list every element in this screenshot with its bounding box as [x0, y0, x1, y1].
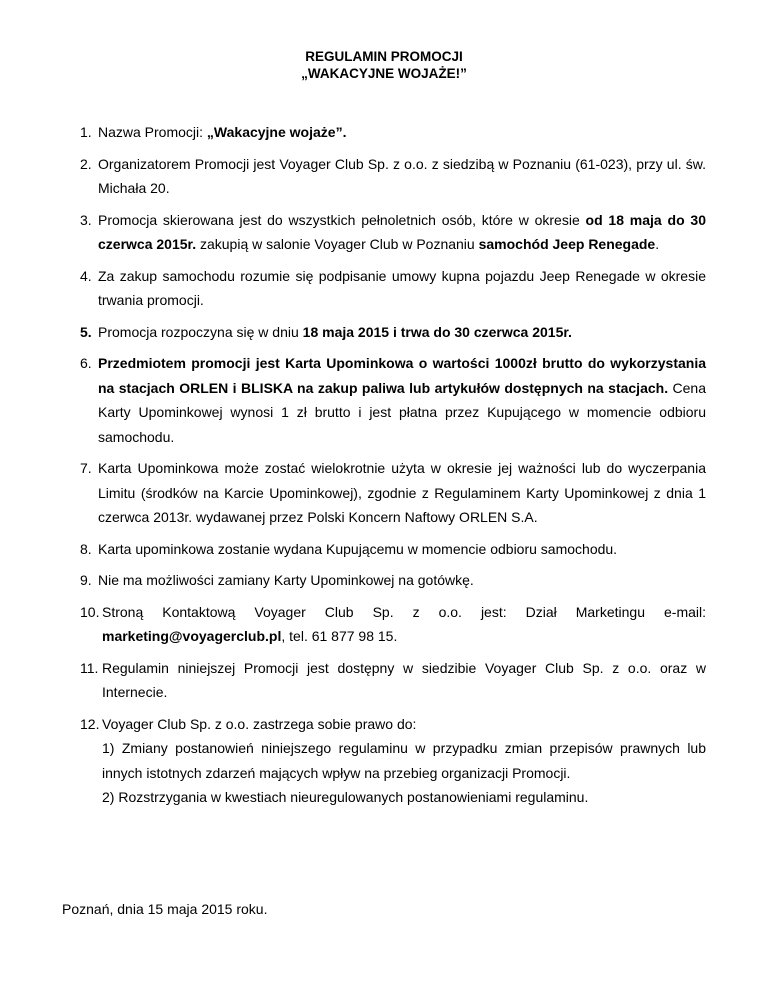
rule-text: . [655, 236, 660, 252]
rule-subpoint-1: 1) Zmiany postanowień niniejszego regulaminu w przypadku zmian przepisów prawnych lub innych istotnych zdarzeń mających wpływ na przebieg organizacji Promocji. [102, 740, 706, 781]
rule-item-2 [80, 152, 706, 201]
rule-text: Organizatorem Promocji jest Voyager Club Sp. z o.o. z siedzibą w Poznaniu (61-023), przy ul. św. Michała 20. [98, 155, 706, 196]
rule-number: 3. [80, 211, 92, 228]
rule-text: Karta upominkowa zostanie wydana Kupującemu w momencie odbioru samochodu. [98, 540, 618, 557]
rule-item-11 [80, 656, 706, 705]
document-title [0, 48, 768, 82]
rule-text: Nie ma możliwości zamiany Karty Upominkowej na gotówkę. [98, 572, 474, 588]
rule-bold-text: „Wakacyjne wojaże”. [206, 124, 347, 140]
rules-list [80, 120, 706, 817]
rule-text: Promocja skierowana jest do wszystkich pełnoletnich osób, które w okresie [98, 211, 586, 228]
rule-text: Regulamin niniejszej Promocji jest dostępny w siedzibie Voyager Club Sp. z o.o. oraz w Internecie. [102, 659, 706, 700]
rule-text: Karta Upominkowa może zostać wielokrotnie użyta w okresie jej ważności lub do wyczerpania Limitu (środków na Karcie Upominkowej), zgodnie z Regulaminem Karty Upominkowej z dnia 1 czerwca 2013r. wydawanej przez Polski Koncern Naftowy ORLEN S.A. [98, 460, 706, 525]
rule-number: 1. [80, 124, 92, 140]
rule-subpoint-2: 2) Rozstrzygania w kwestiach nieuregulowanych postanowieniami regulaminu. [102, 789, 589, 805]
rule-bold-text: Przedmiotem promocji jest Karta Upominkowa o wartości 1000zł brutto do wykorzystania na stacjach ORLEN i BLISKA na zakup paliwa lub artykułów dostępnych na stacjach. [98, 355, 706, 396]
rule-item-3 [80, 208, 706, 257]
rule-item-8 [80, 537, 706, 562]
rule-text: Cena Karty Upominkowej wynosi 1 zł brutto i jest płatna przez Kupującego w momencie odbioru samochodu. [98, 379, 707, 445]
rule-text: zakupią w salonie Voyager Club w Poznaniu [196, 236, 479, 252]
place-date: Poznań, dnia 15 maja 2015 roku. [62, 901, 268, 917]
rule-number: 6. [80, 355, 92, 371]
rule-text: Promocja rozpoczyna się w dniu [98, 323, 303, 340]
rule-item-10 [80, 600, 706, 649]
rule-item-9 [80, 568, 706, 593]
rule-bold-text: od 18 maja do 30 czerwca 2015r. [98, 211, 706, 252]
rule-bold-text: samochód Jeep Renegade [478, 236, 656, 252]
rule-number: 12. [80, 715, 100, 732]
rule-number: 10. [80, 603, 100, 620]
contact-email: marketing@voyagerclub.pl [102, 628, 282, 644]
rule-item-12 [80, 712, 706, 810]
rule-text: Voyager Club Sp. z o.o. zastrzega sobie prawo do: [102, 715, 417, 732]
rule-number: 7. [80, 460, 92, 476]
rule-item-1 [80, 120, 706, 145]
rule-number: 2. [80, 155, 92, 172]
rule-text: Stroną Kontaktową Voyager Club Sp. z o.o. jest: Dział Marketingu e-mail: [102, 603, 706, 620]
rule-text: Za zakup samochodu rozumie się podpisanie umowy kupna pojazdu Jeep Renegade w okresie trwania promocji. [98, 267, 706, 308]
rule-number: 8. [80, 540, 92, 557]
rule-item-5 [80, 320, 706, 345]
rule-bold-text: 18 maja 2015 i trwa do 30 czerwca 2015r. [302, 323, 572, 340]
rule-item-4 [80, 264, 706, 313]
rule-number: 5. [80, 323, 92, 340]
rule-number: 4. [80, 267, 92, 284]
rule-item-6 [80, 351, 706, 449]
title-line-2: „WAKACYJNE WOJAŻE!” [301, 66, 467, 81]
rule-number: 11. [80, 659, 99, 676]
rule-number: 9. [80, 572, 92, 588]
rule-text: , tel. 61 877 98 15. [281, 628, 398, 644]
rule-item-7 [80, 456, 706, 530]
title-line-1: REGULAMIN PROMOCJI [305, 49, 463, 64]
rule-text: Nazwa Promocji: [98, 124, 207, 140]
